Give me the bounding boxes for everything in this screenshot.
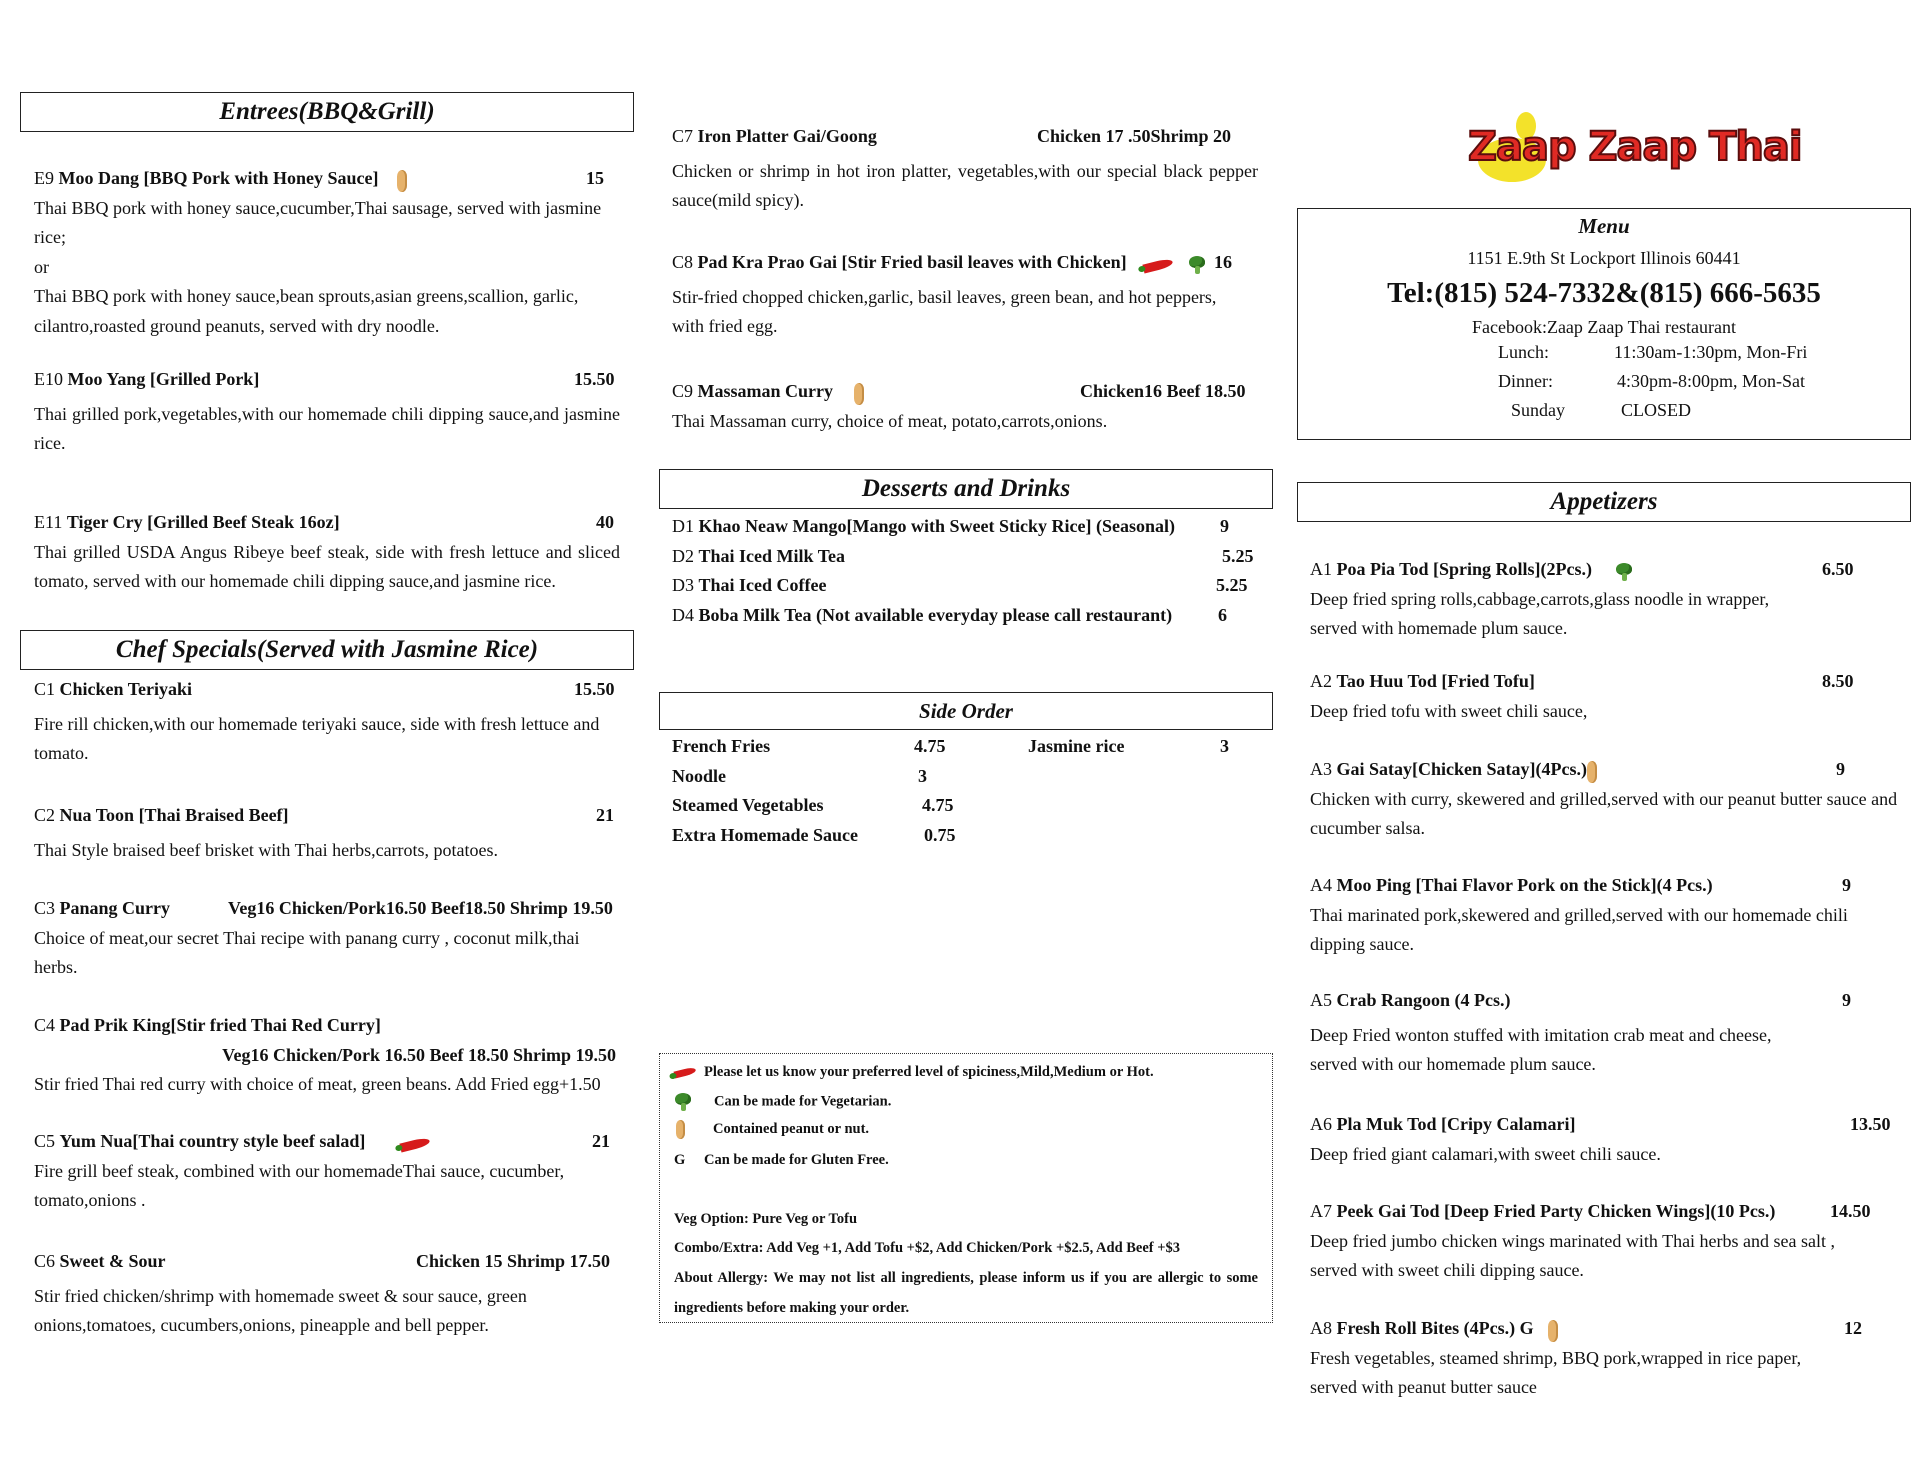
hours-row [1298,342,1910,371]
item-price: 15.50 [574,679,615,699]
item-price: 16 [1214,252,1232,272]
menu-item-c2 [34,801,620,865]
item-name: Tao Huu Tod [Fried Tofu] [1336,671,1535,691]
item-name: Thai Iced Coffee [698,575,827,595]
side-name: Extra Homemade Saucе [672,824,858,845]
item-price: 5.25 [1216,575,1248,595]
item-code: A7 [1310,1201,1332,1221]
item-code: C8 [672,252,694,272]
legend-veg-option: Veg Option: Pure Veg or Tofu [674,1211,858,1227]
item-desc: Fire rill chicken,with our homemade teriyaki sauce, side with fresh lettuce and tomato. [34,713,600,763]
item-price: 12 [1844,1318,1862,1338]
info-phone: Tel:(815) 524-7332&(815) 666-5635 [1387,277,1821,309]
item-price: Veg16 Chicken/Pork 16.50 Beef 18.50 Shrimp 19.50 [222,1044,616,1065]
item-name: Poa Pia Tod [Spring Rolls](2Pcs.) [1336,559,1593,579]
item-code: C2 [34,805,56,825]
item-desc: Stir fried chicken/shrimp with homemade sweet & sour sauce, green onions,tomatoes, cucumbers,onions, pineapple and bell pepper. [34,1285,527,1335]
menu-item-c7 [672,122,1258,216]
hours-row [1298,371,1910,400]
item-name: Pad Prik King[Stir fried Thai Red Curry] [59,1015,381,1035]
item-price: 40 [596,512,614,532]
item-name: Moo Dang [BBQ Pork with Honey Sauce] [58,168,379,188]
item-code: A2 [1310,671,1332,691]
item-name: Pad Kra Prao Gai [Stir Fried basil leaves with Chicken] [697,252,1127,272]
menu-item-a8 [1310,1314,1900,1403]
hours-row [1298,400,1910,429]
item-name: Massaman Curry [697,381,834,401]
info-address: 1151 E.9th St Lockport Illinois 60441 [1467,248,1741,268]
item-price: 9 [1836,759,1845,779]
item-name: Nua Toon [Thai Braised Beef] [59,805,289,825]
chili-icon [400,1128,430,1158]
item-desc: Deep fried jumbo chicken wings marinated with Thai herbs and sea salt , served with sweet chili dipping sauce. [1310,1230,1836,1280]
item-code: A4 [1310,875,1332,895]
item-price: 5.25 [1222,545,1254,566]
peanut-icon [1548,1315,1558,1345]
menu-item-a1 [1310,555,1900,644]
item-desc: Stir-fried chopped chicken,garlic, basil leaves, green bean, and hot peppers, with fried egg. [672,286,1217,336]
legend-box [659,1053,1273,1323]
side-price: 3 [918,765,927,786]
item-name: Peek Gai Tod [Deep Fried Party Chicken Wings](10 Pcs.) [1336,1201,1776,1221]
menu-item-c6 [34,1247,620,1341]
desserts-header: Desserts and Drinks [659,469,1273,509]
item-code: C6 [34,1251,56,1271]
hours-label: Dinner: [1498,371,1553,391]
item-price: 6.50 [1822,559,1854,579]
item-name: Crab Rangoon (4 Pcs.) [1336,990,1511,1010]
item-desc: Chicken with curry, skewered and grilled,served with our peanut butter sauce and cucumber salsa. [1310,788,1898,838]
item-desc-line: or [34,256,49,277]
item-desc: Thai marinated pork,skewered and grilled,served with our homemade chili dipping sauce. [1310,904,1848,954]
side-price: 3 [1220,736,1229,756]
broccoli-icon [674,1093,692,1111]
item-name: Chicken Teriyaki [59,679,193,699]
item-code: A8 [1310,1318,1332,1338]
item-name: Boba Milk Tea (Not available everyday please call restaurant) [698,604,1173,625]
chili-icon [1143,249,1173,279]
menu-item-c3 [34,894,620,983]
item-code: D2 [672,545,694,566]
menu-item-e9 [34,164,620,341]
item-code: A5 [1310,990,1332,1010]
item-price: 21 [596,805,614,825]
item-desc: Chicken or shrimp in hot iron platter, vegetables,with our special black pepper sauce(mild spicy). [672,160,1258,210]
side-name: Noodle [672,765,726,786]
menu-item-a2 [1310,667,1900,726]
item-code: E10 [34,369,63,389]
logo-text: Zaap Zaap Thai [1468,124,1802,170]
item-price: 6 [1218,604,1227,625]
legend-vegetarian: Can be made for Vegetarian. [674,1093,891,1111]
item-price: 15 [586,168,604,188]
item-code: A1 [1310,559,1332,579]
item-price: Veg16 Chicken/Pork16.50 Beef18.50 Shrimp 19.50 [228,898,613,918]
item-desc: Thai grilled pork,vegetables,with our homemade chili dipping sauce,and jasmine rice. [34,403,620,453]
item-name: Moo Yang [Grilled Pork] [67,369,260,389]
item-price: 15.50 [574,369,615,389]
item-name: Yum Nua[Thai country style beef salad] [59,1131,366,1151]
peanut-icon [854,378,864,408]
item-price: Chicken16 Beef 18.50 [1080,381,1246,401]
item-name: Panang Curry [59,898,171,918]
menu-item-c4 [34,1011,620,1100]
item-code: D1 [672,516,694,536]
item-code: C7 [672,126,694,146]
entrees-header: Entrees(BBQ&Grill) [20,92,634,132]
peanut-icon [1587,756,1597,786]
item-desc: Stir fried Thai red curry with choice of meat, green beans. Add Fried egg+1.50 [34,1074,601,1094]
hours-value: 4:30pm-8:00pm, Mon-Sat [1617,371,1805,391]
menu-item-a7 [1310,1197,1900,1286]
menu-item-c1 [34,675,620,769]
item-price: 8.50 [1822,671,1854,691]
item-desc: Thai grilled USDA Angus Ribeye beef steak, side with fresh lettuce and sliced tomato, served with our homemade chili dipping sauce,and jasmine rice. [34,541,620,591]
item-code: C3 [34,898,56,918]
item-code: C9 [672,381,694,401]
chef-specials-header: Chef Specials(Served with Jasmine Rice) [20,630,634,670]
item-price: Chicken 15 Shrimp 17.50 [416,1251,611,1271]
item-name: Khao Neaw Mango[Mango with Sweet Sticky Rice] (Seasonal) [698,516,1175,536]
item-code: C5 [34,1131,56,1151]
hours-label: Lunch: [1498,342,1549,362]
item-name: Thai Iced Milk Tea [698,545,846,566]
peanut-icon [676,1120,685,1139]
item-price: Chicken 17 .50Shrimp 20 [1037,126,1232,146]
side-name: French Fries [672,736,771,756]
item-desc: Thai Massaman curry, choice of meat, potato,carrots,onions. [672,410,1108,431]
info-facebook: Facebook:Zaap Zaap Thai restaurant [1471,317,1737,337]
item-code: E11 [34,512,63,532]
item-price: 9 [1842,990,1851,1010]
hours-value: 11:30am-1:30pm, Mon-Fri [1614,342,1808,362]
item-name: Iron Platter Gai/Goong [697,126,877,146]
item-code: A3 [1310,759,1332,779]
hours-label: Sunday [1511,400,1565,420]
item-price: 13.50 [1850,1114,1891,1134]
legend-gluten-free: G Can be made for Gluten Free. [674,1152,889,1168]
menu-item-a6 [1310,1110,1900,1169]
broccoli-icon [1615,556,1633,586]
broccoli-icon [1188,249,1206,279]
item-code: C1 [34,679,56,699]
side-order-list [672,732,1258,852]
peanut-icon [397,165,407,195]
item-desc: Deep fried giant calamari,with sweet chili sauce. [1310,1143,1661,1164]
legend-nut: Contained peanut or nut. [676,1120,869,1139]
restaurant-info-box [1297,208,1911,440]
chili-icon [673,1067,696,1079]
side-name: Jasmine rice [1028,736,1125,756]
item-name: Moo Ping [Thai Flavor Pork on the Stick](4 Pcs.) [1336,875,1713,895]
item-name: Gai Satay[Chicken Satay](4Pcs.) [1336,759,1587,779]
item-code: C4 [34,1015,56,1035]
item-code: D4 [672,604,694,625]
menu-item-c5 [34,1127,620,1216]
item-name: Sweet & Sour [59,1251,166,1271]
menu-item-e10 [34,365,620,459]
legend-combo: Combo/Extra: Add Veg +1, Add Tofu +$2, Add Chicken/Pork +$2.5, Add Beef +$3 [674,1240,1181,1256]
side-price: 4.75 [922,795,954,815]
item-desc: Fresh vegetables, steamed shrimp, BBQ pork,wrapped in rice paper, served with peanut butter sauce [1310,1347,1802,1397]
desserts-list [672,512,1258,630]
side-name: Steamed Vegetables [672,795,824,815]
item-code: E9 [34,168,54,188]
item-desc: Choice of meat,our secret Thai recipe with panang curry , coconut milk,thai herbs. [34,927,580,977]
item-price: 21 [592,1131,610,1151]
legend-spicy: Please let us know your preferred level of spiciness,Mild,Medium or Hot. [674,1064,1154,1081]
item-price: 14.50 [1830,1201,1871,1221]
item-desc: Fire grill beef steak, combined with our homemadeThai sauce, cucumber, tomato,onions . [34,1160,565,1210]
item-desc-line: Thai BBQ pork with honey sauce,cucumber,Thai sausage, served with jasmine rice; [34,197,602,247]
item-code: A6 [1310,1114,1332,1134]
item-desc: Deep fried tofu with sweet chili sauce, [1310,700,1588,721]
item-desc: Deep Fried wonton stuffed with imitation crab meat and cheese, served with our homemade plum sauce. [1310,1024,1772,1074]
menu-item-a3 [1310,755,1900,844]
item-name: Fresh Roll Bites (4Pcs.) G [1336,1318,1534,1338]
hours-value: CLOSED [1621,400,1692,420]
item-desc: Deep fried spring rolls,cabbage,carrots,glass noodle in wrapper, served with homemade plum sauce. [1310,588,1770,638]
side-price: 4.75 [914,736,946,756]
info-title: Menu [1578,214,1630,238]
legend-allergy: About Allergy: We may not list all ingredients, please inform us if you are allergic to some ingredients before making your order. [674,1270,1258,1316]
item-name: Pla Muk Tod [Cripy Calamari] [1336,1114,1576,1134]
menu-item-c9 [672,377,1258,436]
item-price: 9 [1220,516,1229,536]
restaurant-logo [1460,108,1802,184]
menu-item-a5 [1310,986,1900,1080]
menu-item-a4 [1310,871,1900,960]
appetizers-header: Appetizers [1297,482,1911,522]
menu-item-c8 [672,248,1258,342]
menu-item-e11 [34,508,620,597]
side-price: 0.75 [924,824,956,845]
item-name: Tiger Cry [Grilled Beef Steak 16oz] [66,512,340,532]
item-desc-line: Thai BBQ pork with honey sauce,bean sprouts,asian greens,scallion, garlic, cilantro,roasted ground peanuts, served with dry noodle. [34,286,579,336]
item-price: 9 [1842,875,1851,895]
side-order-header: Side Order [659,692,1273,730]
item-desc: Thai Style braised beef brisket with Thai herbs,carrots, potatoes. [34,839,499,860]
item-code: D3 [672,575,694,595]
